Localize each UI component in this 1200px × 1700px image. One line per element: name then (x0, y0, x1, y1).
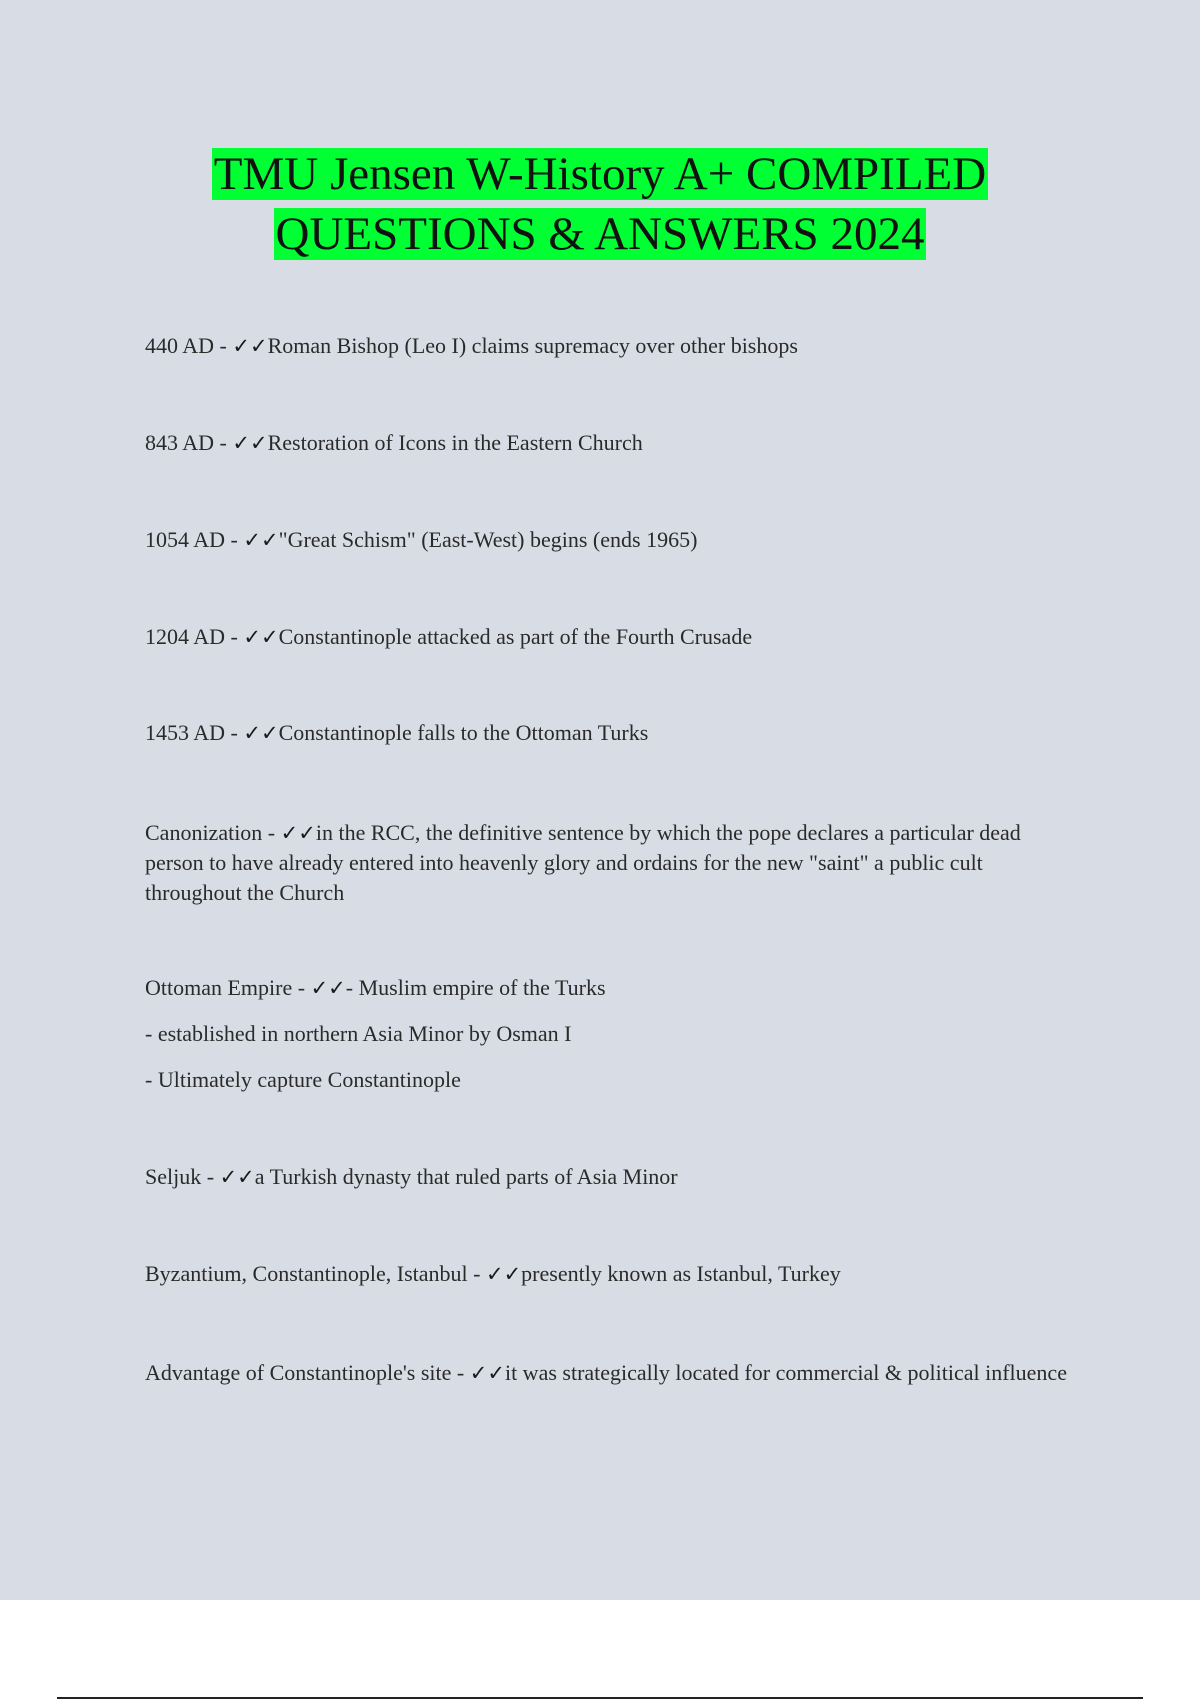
entry-definition: Constantinople falls to the Ottoman Turks (278, 720, 649, 745)
qa-entry (145, 331, 1080, 361)
check-mark-icon: ✓✓ (485, 1262, 522, 1286)
title-line-1: TMU Jensen W-History A+ COMPILED (213, 148, 987, 200)
entry-definition: a Turkish dynasty that ruled parts of Asia Minor (254, 1164, 678, 1189)
qa-entry (145, 525, 1080, 555)
footer-divider (57, 1697, 1143, 1699)
entry-term: 843 AD - (145, 430, 233, 455)
check-mark-icon: ✓✓ (243, 625, 279, 649)
check-mark-icon: ✓✓ (232, 334, 268, 358)
qa-entry (145, 1162, 1080, 1192)
entry-term: 1453 AD - (145, 720, 244, 745)
entry-term: 1054 AD - (145, 527, 244, 552)
check-mark-icon: ✓✓ (243, 528, 279, 552)
qa-entry (145, 718, 1080, 748)
entry-term: Byzantium, Constantinople, Istanbul - (145, 1261, 486, 1286)
qa-entry (145, 1358, 1080, 1388)
entry-sub-line: - Ultimately capture Constantinople (145, 1067, 461, 1092)
entry-term: Advantage of Constantinople's site - (145, 1360, 470, 1385)
entry-definition: Roman Bishop (Leo I) claims supremacy over other bishops (267, 333, 798, 358)
entry-definition: it was strategically located for commercial & political influence (504, 1360, 1067, 1385)
title-line-2: QUESTIONS & ANSWERS 2024 (275, 208, 925, 260)
entry-definition: - Muslim empire of the Turks (345, 975, 606, 1000)
qa-entry (145, 622, 1080, 652)
qa-entry (145, 428, 1080, 458)
check-mark-icon: ✓✓ (280, 821, 316, 845)
qa-entry (145, 973, 1080, 1095)
entry-term: Seljuk - (145, 1164, 220, 1189)
qa-entry (145, 818, 1080, 908)
entry-term: Ottoman Empire - (145, 975, 311, 1000)
entry-term: 440 AD - (145, 333, 233, 358)
entry-definition: "Great Schism" (East-West) begins (ends 1965) (278, 527, 698, 552)
entry-term: 1204 AD - (145, 624, 244, 649)
entry-term: Canonization - (145, 820, 281, 845)
check-mark-icon: ✓✓ (243, 721, 279, 745)
qa-entry (145, 1259, 1080, 1289)
entry-sub-line: - established in northern Asia Minor by Osman I (145, 1021, 572, 1046)
entry-definition: presently known as Istanbul, Turkey (521, 1261, 841, 1286)
check-mark-icon: ✓✓ (469, 1361, 505, 1385)
check-mark-icon: ✓✓ (219, 1165, 255, 1189)
entry-definition: Restoration of Icons in the Eastern Church (267, 430, 643, 455)
document-title (0, 144, 1200, 264)
check-mark-icon: ✓✓ (232, 431, 268, 455)
entry-definition: Constantinople attacked as part of the Fourth Crusade (278, 624, 753, 649)
entry-definition: in the RCC, the definitive sentence by which the pope declares a particular dead person to have already entered into heavenly glory and ordains for the new "saint" a public cult throughout the Church (145, 820, 1021, 905)
check-mark-icon: ✓✓ (310, 976, 346, 1000)
